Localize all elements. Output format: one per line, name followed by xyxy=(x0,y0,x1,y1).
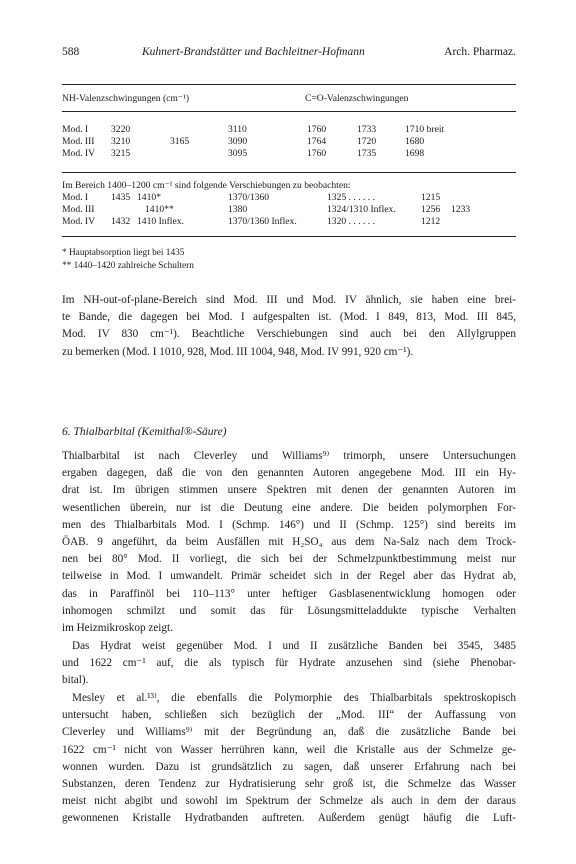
table1-header-co: C=O-Valenzschwingungen xyxy=(305,93,409,104)
table2-cell: 1370/1360 xyxy=(228,192,270,203)
table2-cell: 1432 xyxy=(111,216,131,227)
table2-cell: 1324/1310 Inflex. xyxy=(327,204,396,215)
text-line: drat ist. Im übrigen stimmen unsere Spektren mit denen der genannten Autoren im xyxy=(62,484,516,497)
text-line: im Heizmikroskop zeigt. xyxy=(62,622,173,635)
table1-cell: 3165 xyxy=(170,136,190,147)
table2-cell: 1256 xyxy=(421,204,441,215)
paragraph xyxy=(62,638,516,690)
table1-cell: 1760 xyxy=(307,148,327,159)
table1-cell: 1735 xyxy=(357,148,377,159)
table1-top-rule xyxy=(62,84,516,85)
table2-cell: Mod. III xyxy=(62,204,95,215)
text-line: te Bande, die dagegen bei Mod. I aufgespalten ist. (Mod. I 849, 813, Mod. III 845, xyxy=(62,311,516,324)
text-line: teilweise in Mod. I umwandelt. Primär scheidet sich in der Regel aber das Hydrat ab, xyxy=(62,570,516,583)
page-number: 588 xyxy=(62,46,80,58)
table2-cell: 1320 . . . . . . xyxy=(327,216,375,227)
table2-cell: 1380 xyxy=(228,204,248,215)
text-line: und 1622 cm⁻¹ auf, die als typisch für Hydrate anzusehen sind (siehe Phenobar- xyxy=(62,657,516,670)
text-line: meist nicht abgibt und sowohl im Spektrum der Schmelze als auch in dem der daraus xyxy=(62,795,516,808)
text-line: Das Hydrat weist gegenüber Mod. I und II zusätzliche Banden bei 3545, 3485 xyxy=(72,640,516,652)
text-line: ÖAB. 9 angeführt, da beim Ausfällen mit H₂SO₄ aus dem Na-Salz nach dem Trock- xyxy=(62,536,516,549)
table2-cell: 1410* xyxy=(137,192,161,203)
paragraph xyxy=(62,448,516,637)
table1-cell: 1764 xyxy=(307,136,327,147)
text-line: bital). xyxy=(62,674,89,687)
text-line: 1622 cm⁻¹ nicht von Wasser herrühren kann, weil die Kristalle aus der Schmelze ge- xyxy=(62,743,516,756)
table2-cell: Mod. I xyxy=(62,192,89,203)
footnote: * Hauptabsorption liegt bei 1435 xyxy=(62,248,185,258)
running-header xyxy=(62,46,516,62)
table2-cell: 1410** xyxy=(145,204,174,215)
text-line: untersucht haben, schließen sich bezüglich der „Mod. III“ der Auffassung von xyxy=(62,709,516,722)
table1-cell: 1720 xyxy=(357,136,377,147)
table2-cell: 1370/1360 Inflex. xyxy=(228,216,297,227)
table1-cell: 1733 xyxy=(357,124,377,135)
table2-cell: 1435 xyxy=(111,192,131,203)
table1-header-rule xyxy=(62,111,516,112)
table1-cell: 1710 breit xyxy=(405,124,445,135)
table1-cell: 3215 xyxy=(111,148,131,159)
table2-cell: 1233 xyxy=(451,204,471,215)
table1-cell: 3095 xyxy=(228,148,248,159)
text-line: gewonnenen Kristalle Hydratbanden auftreten. Außerdem genügt häufig die Luft- xyxy=(62,812,516,825)
text-line: Substanzen, deren Tendenz zur Hydratisierung sehr groß ist, die Schmelze das Wasser xyxy=(62,778,516,791)
text-line: Im NH-out-of-plane-Bereich sind Mod. III und Mod. IV ähnlich, sie haben eine brei- xyxy=(62,294,516,306)
table2-cell: 1212 xyxy=(421,216,441,227)
table1-cell: 1760 xyxy=(307,124,327,135)
text-line: ergaben dagegen, daß die von den genannten Autoren angegebene Mod. III ein Hy- xyxy=(62,467,516,480)
table2-cell: 1215 xyxy=(421,192,441,203)
paragraph xyxy=(62,690,516,828)
table1-cell: 3090 xyxy=(228,136,248,147)
table2-cell: 1410 Inflex. xyxy=(137,216,184,227)
table1-cell: 1698 xyxy=(405,148,425,159)
table2-top-rule xyxy=(62,172,516,173)
text-line: Thialbarbital ist nach Cleverley und Williams⁹⁾ trimorph, unsere Untersuchungen xyxy=(62,450,516,462)
text-line: nen bei 80° Mod. II vorliegt, die sich bei der Schmelzpunktbestimmung meist nur xyxy=(62,553,516,566)
text-line: zu bemerken (Mod. I 1010, 928, Mod. III 1004, 948, Mod. IV 991, 920 cm⁻¹). xyxy=(62,345,414,358)
text-line: Mesley et al.¹³⁾, die ebenfalls die Polymorphie des Thialbarbitals spektroskopisch xyxy=(72,692,516,704)
table1-cell: Mod. IV xyxy=(62,148,96,159)
text-line: das in Paraffinöl bei 110–113° unter heftiger Gasblasenentwicklung homogen oder xyxy=(62,587,516,600)
text-line: wesentlichen überein, nur ist die Deutung eine andere. Die beiden polymorphen For- xyxy=(62,501,516,514)
table2-cell: 1325 . . . . . . xyxy=(327,192,375,203)
text-line: inhomogen schmilzt und somit das für Lösungsmitteladdukte typische Verhalten xyxy=(62,604,516,617)
table2-cell: Mod. IV xyxy=(62,216,96,227)
section-heading: 6. Thialbarbital (Kemithal®-Säure) xyxy=(62,426,227,438)
text-line: wonnen wurden. Dazu ist grundsätzlich zu sagen, daß unserer Erfahrung nach bei xyxy=(62,760,516,773)
running-title: Kuhnert-Brandstätter und Bachleitner-Hofmann xyxy=(142,46,365,58)
table1-header-nh: NH-Valenzschwingungen (cm⁻¹) xyxy=(62,93,190,104)
table1-cell: Mod. III xyxy=(62,136,95,147)
table1-cell: 3220 xyxy=(111,124,131,135)
table1-cell: 1680 xyxy=(405,136,425,147)
journal-name: Arch. Pharmaz. xyxy=(444,46,516,58)
paragraph xyxy=(62,292,516,361)
table1-cell: 3210 xyxy=(111,136,131,147)
footnote: ** 1440–1420 zahlreiche Schultern xyxy=(62,261,194,271)
table2-intro: Im Bereich 1400–1200 cm⁻¹ sind folgende Verschiebungen zu beobachten: xyxy=(62,180,351,191)
text-line: men des Thialbarbitals Mod. I (Schmp. 146°) und II (Schmp. 125°) sind bereits im xyxy=(62,518,516,531)
table1-cell: Mod. I xyxy=(62,124,89,135)
table2-bottom-rule xyxy=(62,236,516,237)
table1-cell: 3110 xyxy=(228,124,247,135)
text-line: Mod. IV 830 cm⁻¹). Beachtliche Verschiebungen sind auch bei den Allylgruppen xyxy=(62,328,516,341)
text-line: Cleverley und Williams⁹⁾ mit der Begründung an, daß die zusätzliche Bande bei xyxy=(62,726,516,739)
